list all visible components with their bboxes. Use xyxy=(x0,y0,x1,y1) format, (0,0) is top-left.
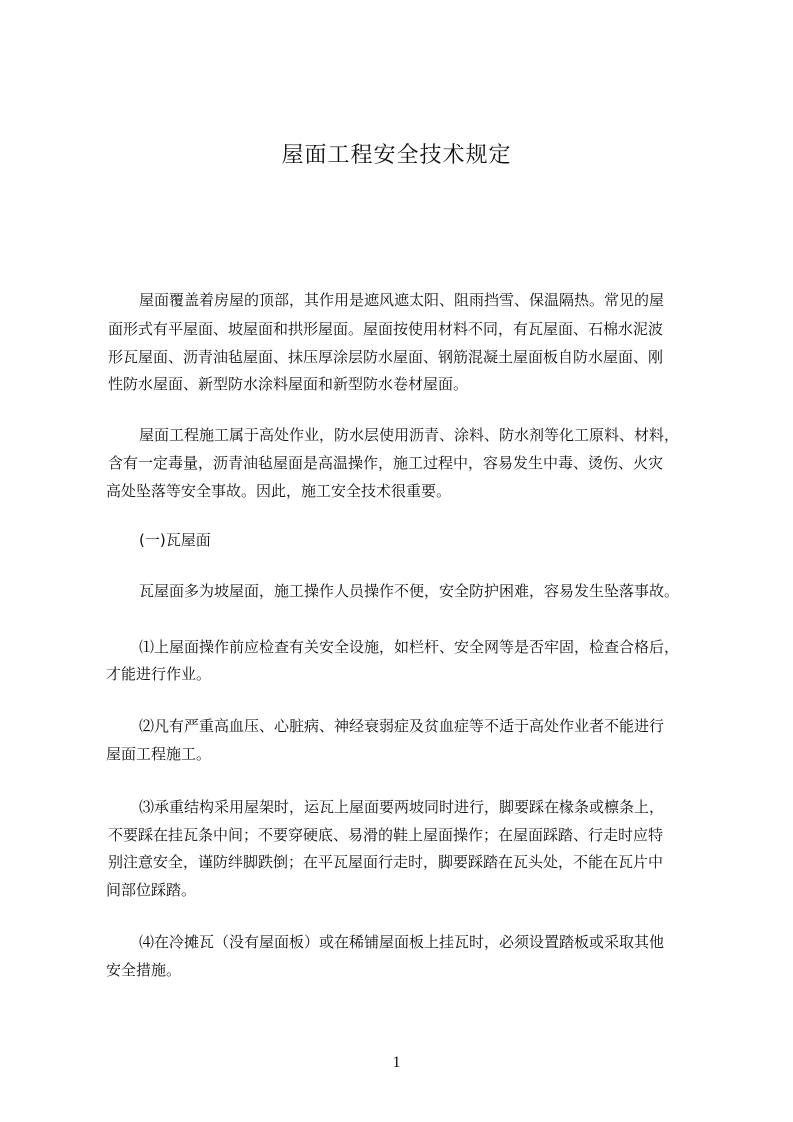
paragraph-2-line-3: 高处坠落等安全事故。因此，施工安全技术很重要。 xyxy=(106,482,452,500)
item-2-line-1: ⑵凡有严重高血压、心脏病、神经衰弱症及贫血症等不适于高处作业者不能进行 xyxy=(139,717,665,735)
item-3-line-1: ⑶承重结构采用屋架时，运瓦上屋面要两坡同时进行，脚要踩在椽条或檩条上， xyxy=(139,798,665,816)
paragraph-1-line-3: 形瓦屋面、沥青油毡屋面、抹压厚涂层防水屋面、钢筋混凝土屋面板自防水屋面、刚 xyxy=(108,348,664,366)
item-2-line-2: 屋面工程施工。 xyxy=(106,745,212,763)
paragraph-1-line-1: 屋面覆盖着房屋的顶部，其作用是遮风遮太阳、阻雨挡雪、保温隔热。常见的屋 xyxy=(139,291,665,309)
page-number: 1 xyxy=(392,1054,401,1071)
page-title: 屋面工程安全技术规定 xyxy=(281,143,512,168)
paragraph-1-line-2: 面形式有平屋面、坡屋面和拱形屋面。屋面按使用材料不同，有瓦屋面、石棉水泥波 xyxy=(108,320,664,338)
item-4-line-1: ⑷在冷摊瓦（没有屋面板）或在稀铺屋面板上挂瓦时，必须设置踏板或采取其他 xyxy=(139,933,665,951)
item-3-line-2: 不要踩在挂瓦条中间；不要穿硬底、易滑的鞋上屋面操作；在屋面踩踏、行走时应特 xyxy=(108,826,664,844)
paragraph-4-line-1: 瓦屋面多为坡屋面，施工操作人员操作不便，安全防护困难，容易发生坠落事故。 xyxy=(139,582,680,600)
item-4-line-2: 安全措施。 xyxy=(106,961,182,979)
item-1-line-2: 才能进行作业。 xyxy=(106,665,212,683)
item-1-line-1: ⑴上屋面操作前应检查有关安全设施，如栏杆、安全网等是否牢固，检查合格后， xyxy=(139,638,680,656)
paragraph-2-line-1: 屋面工程施工属于高处作业，防水层使用沥青、涂料、防水剂等化工原料、材料， xyxy=(139,426,680,444)
section-heading: (一)瓦屋面 xyxy=(139,531,211,549)
item-3-line-3: 别注意安全，谨防绊脚跌倒；在平瓦屋面行走时，脚要踩踏在瓦头处，不能在瓦片中 xyxy=(108,853,664,871)
paragraph-2-line-2: 含有一定毒量，沥青油毡屋面是高温操作，施工过程中，容易发生中毒、烫伤、火灾 xyxy=(108,454,664,472)
item-3-line-4: 间部位踩踏。 xyxy=(106,881,197,899)
paragraph-1-line-4: 性防水屋面、新型防水涂料屋面和新型防水卷材屋面。 xyxy=(108,375,469,393)
